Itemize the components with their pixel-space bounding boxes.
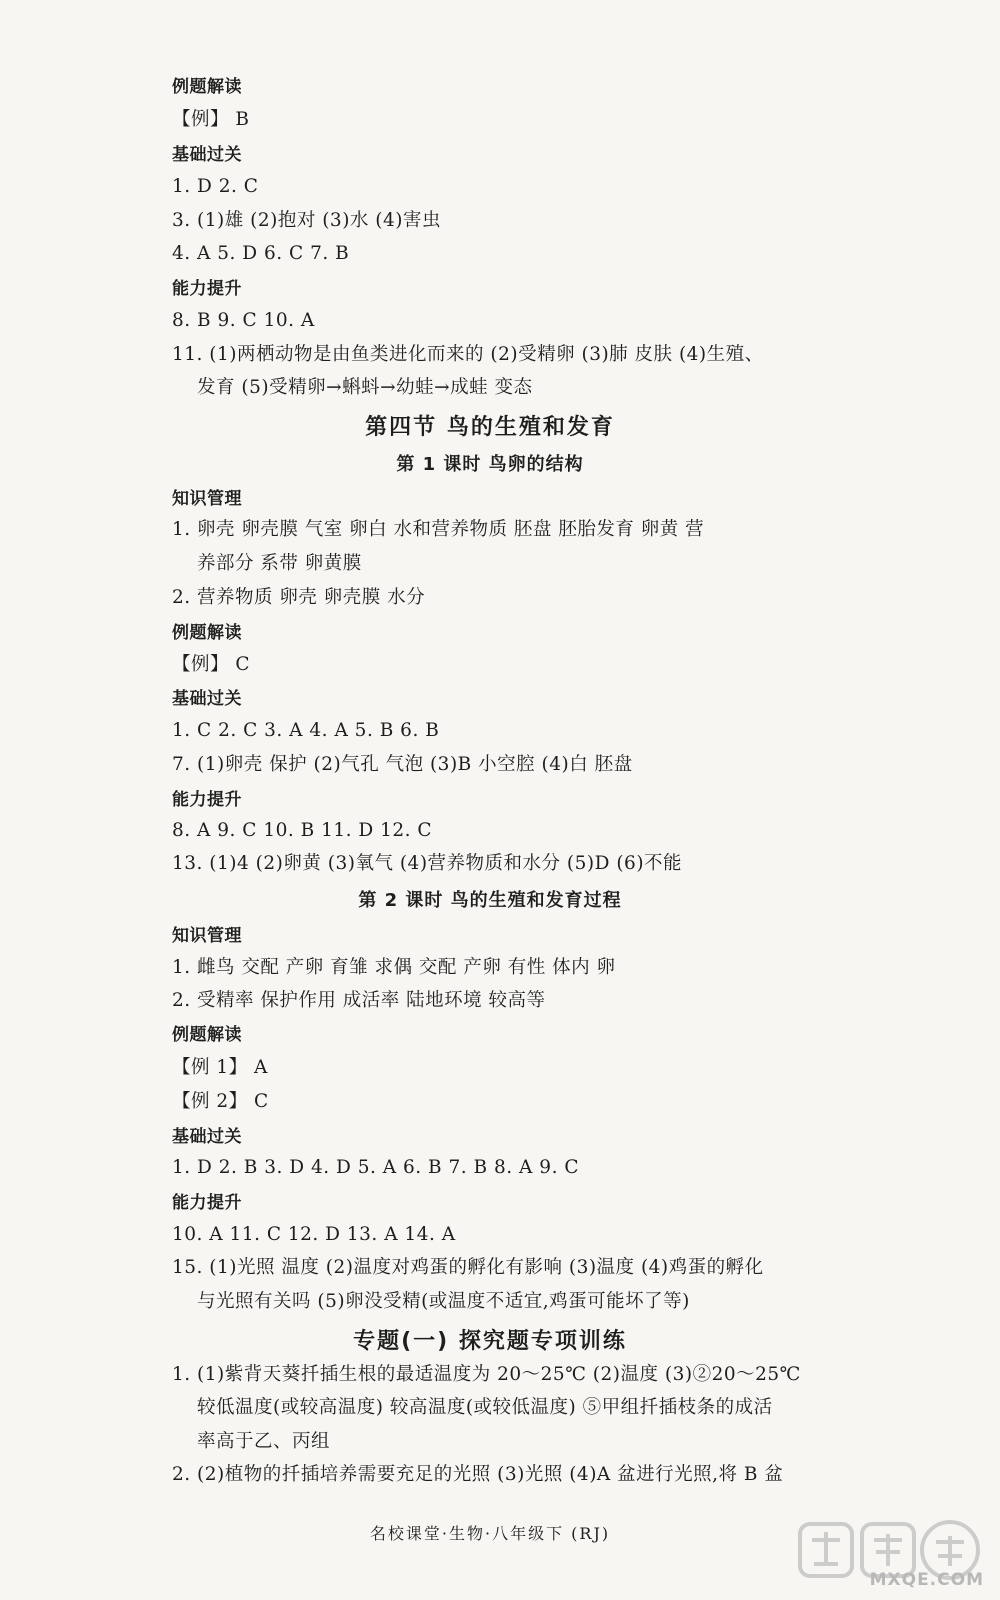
answer-line: 【例】 B: [172, 109, 250, 130]
answer-line-continued: 发育 (5)受精卵→蝌蚪→幼蛙→成蛙 变态: [197, 377, 533, 398]
section-heading-basic: 基础过关: [172, 1127, 242, 1147]
answer-line: 【例】 C: [172, 654, 251, 675]
section-heading-example: 例题解读: [172, 77, 242, 97]
answer-line: 8. A 9. C 10. B 11. D 12. C: [172, 820, 433, 841]
answer-line: 7. (1)卵壳 保护 (2)气孔 气泡 (3)B 小空腔 (4)白 胚盘: [172, 754, 633, 775]
answer-line: 1. 雌鸟 交配 产卵 育雏 求偶 交配 产卵 有性 体内 卵: [172, 957, 616, 978]
answer-line: 【例 2】 C: [172, 1091, 269, 1112]
answer-line: 10. A 11. C 12. D 13. A 14. A: [172, 1224, 456, 1245]
answer-line: 8. B 9. C 10. A: [172, 310, 315, 331]
answer-line-continued: 较低温度(或较高温度) 较高温度(或较低温度) ⑤甲组扦插枝条的成活: [197, 1397, 773, 1418]
answer-line: 1. 卵壳 卵壳膜 气室 卵白 水和营养物质 胚盘 胚胎发育 卵黄 营: [172, 519, 705, 540]
answer-line-continued: 率高于乙、丙组: [197, 1431, 331, 1452]
answer-line: 13. (1)4 (2)卵黄 (3)氧气 (4)营养物质和水分 (5)D (6)不能: [172, 853, 683, 874]
answer-line: 4. A 5. D 6. C 7. B: [172, 243, 350, 264]
answer-line-continued: 养部分 系带 卵黄膜: [197, 553, 362, 574]
section-heading-advanced: 能力提升: [172, 1193, 242, 1213]
answer-line: 【例 1】 A: [172, 1057, 268, 1078]
section-heading-example: 例题解读: [172, 623, 242, 643]
answer-line: 1. D 2. B 3. D 4. D 5. A 6. B 7. B 8. A 9. C: [172, 1157, 579, 1178]
section-heading-basic: 基础过关: [172, 145, 242, 165]
section-heading-advanced: 能力提升: [172, 790, 242, 810]
answer-line: 2. 受精率 保护作用 成活率 陆地环境 较高等: [172, 990, 546, 1011]
answer-line: 1. (1)紫背天葵扦插生根的最适温度为 20～25℃ (2)温度 (3)②20～25℃: [172, 1364, 801, 1385]
answer-line: 2. (2)植物的扦插培养需要充足的光照 (3)光照 (4)A 盆进行光照,将 B 盆: [172, 1464, 784, 1485]
answer-line: 1. C 2. C 3. A 4. A 5. B 6. B: [172, 720, 440, 741]
topic-title: 专题(一) 探究题专项训练: [353, 1329, 627, 1354]
section-heading-advanced: 能力提升: [172, 279, 242, 299]
answer-line: 11. (1)两栖动物是由鱼类进化而来的 (2)受精卵 (3)肺 皮肤 (4)生殖、: [172, 344, 764, 365]
chapter-title: 第四节 鸟的生殖和发育: [365, 415, 615, 440]
answer-line: 15. (1)光照 温度 (2)温度对鸡蛋的孵化有影响 (3)温度 (4)鸡蛋的孵化: [172, 1257, 764, 1278]
section-heading-example: 例题解读: [172, 1025, 242, 1045]
answer-line: 1. D 2. C: [172, 176, 259, 197]
lesson-title: 第 1 课时 鸟卵的结构: [396, 454, 584, 475]
section-heading-knowledge: 知识管理: [172, 489, 242, 509]
page-footer: 名校课堂·生物·八年级下 (RJ): [369, 1524, 611, 1543]
section-heading-knowledge: 知识管理: [172, 926, 242, 946]
lesson-title: 第 2 课时 鸟的生殖和发育过程: [358, 890, 622, 911]
section-heading-basic: 基础过关: [172, 689, 242, 709]
watermark-url: MXQE.COM: [869, 1570, 984, 1590]
answer-line: 3. (1)雄 (2)抱对 (3)水 (4)害虫: [172, 210, 441, 231]
answer-line-continued: 与光照有关吗 (5)卵没受精(或温度不适宜,鸡蛋可能坏了等): [197, 1291, 690, 1312]
answer-line: 2. 营养物质 卵壳 卵壳膜 水分: [172, 587, 426, 608]
